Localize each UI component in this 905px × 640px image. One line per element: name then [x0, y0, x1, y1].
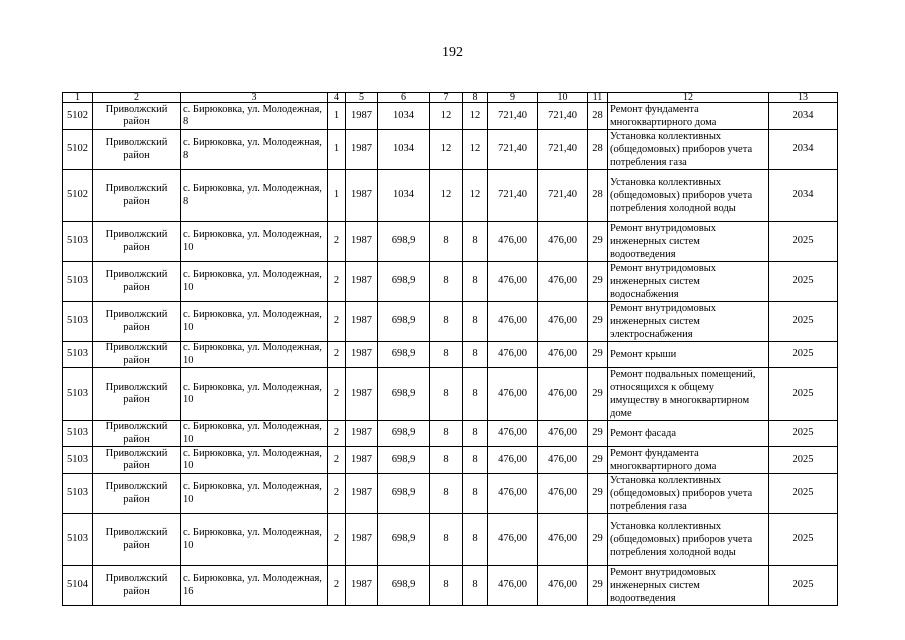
col8-cell: 8	[463, 474, 488, 514]
year-cell: 1987	[346, 447, 378, 474]
col7-cell: 12	[430, 170, 463, 222]
column-number: 9	[488, 93, 538, 103]
district-cell: Приволжский район	[93, 222, 181, 262]
table-row	[63, 368, 838, 421]
address-cell: с. Бирюковка, ул. Молодежная, 10	[181, 222, 328, 262]
district-cell: Приволжский район	[93, 170, 181, 222]
col8-cell: 12	[463, 130, 488, 170]
record-number-cell: 5104	[63, 566, 93, 606]
area-cell: 698,9	[378, 421, 430, 447]
planned-year-cell: 2034	[769, 130, 838, 170]
district-cell: Приволжский район	[93, 103, 181, 130]
year-cell: 1987	[346, 302, 378, 342]
planned-year-cell: 2025	[769, 262, 838, 302]
planned-year-cell: 2025	[769, 302, 838, 342]
year-cell: 1987	[346, 130, 378, 170]
col11-cell: 29	[588, 447, 608, 474]
col10-cell: 476,00	[538, 302, 588, 342]
planned-year-cell: 2025	[769, 514, 838, 566]
area-cell: 698,9	[378, 447, 430, 474]
record-number-cell: 5102	[63, 170, 93, 222]
year-cell: 1987	[346, 514, 378, 566]
work-type-cell: Установка коллективных (общедомовых) приборов учета потребления газа	[608, 130, 769, 170]
table-row	[63, 222, 838, 262]
column-number: 6	[378, 93, 430, 103]
work-type-cell: Ремонт крыши	[608, 342, 769, 368]
area-cell: 1034	[378, 170, 430, 222]
planned-year-cell: 2025	[769, 222, 838, 262]
col9-cell: 476,00	[488, 222, 538, 262]
col11-cell: 28	[588, 130, 608, 170]
address-cell: с. Бирюковка, ул. Молодежная, 10	[181, 342, 328, 368]
record-number-cell: 5103	[63, 421, 93, 447]
year-cell: 1987	[346, 170, 378, 222]
address-cell: с. Бирюковка, ул. Молодежная, 10	[181, 302, 328, 342]
col10-cell: 476,00	[538, 368, 588, 421]
year-cell: 1987	[346, 103, 378, 130]
col10-cell: 476,00	[538, 474, 588, 514]
column-number: 3	[181, 93, 328, 103]
district-cell: Приволжский район	[93, 514, 181, 566]
table-row	[63, 130, 838, 170]
table-row	[63, 103, 838, 130]
col11-cell: 28	[588, 170, 608, 222]
record-number-cell: 5103	[63, 514, 93, 566]
col9-cell: 476,00	[488, 302, 538, 342]
planned-year-cell: 2025	[769, 342, 838, 368]
address-cell: с. Бирюковка, ул. Молодежная, 10	[181, 474, 328, 514]
area-cell: 698,9	[378, 368, 430, 421]
col4-cell: 1	[328, 170, 346, 222]
column-number: 5	[346, 93, 378, 103]
work-type-cell: Ремонт внутридомовых инженерных систем водоотведения	[608, 566, 769, 606]
work-type-cell: Ремонт внутридомовых инженерных систем водоотведения	[608, 222, 769, 262]
planned-year-cell: 2025	[769, 368, 838, 421]
column-number: 10	[538, 93, 588, 103]
area-cell: 698,9	[378, 566, 430, 606]
col7-cell: 8	[430, 421, 463, 447]
col8-cell: 8	[463, 447, 488, 474]
col11-cell: 29	[588, 566, 608, 606]
col10-cell: 476,00	[538, 222, 588, 262]
work-type-cell: Ремонт фундамента многоквартирного дома	[608, 447, 769, 474]
district-cell: Приволжский район	[93, 474, 181, 514]
record-number-cell: 5103	[63, 342, 93, 368]
address-cell: с. Бирюковка, ул. Молодежная, 16	[181, 566, 328, 606]
col4-cell: 1	[328, 103, 346, 130]
col11-cell: 29	[588, 474, 608, 514]
col7-cell: 8	[430, 368, 463, 421]
col10-cell: 476,00	[538, 447, 588, 474]
work-type-cell: Ремонт фасада	[608, 421, 769, 447]
col8-cell: 8	[463, 421, 488, 447]
address-cell: с. Бирюковка, ул. Молодежная, 8	[181, 130, 328, 170]
year-cell: 1987	[346, 262, 378, 302]
col4-cell: 2	[328, 566, 346, 606]
col8-cell: 12	[463, 103, 488, 130]
col8-cell: 8	[463, 262, 488, 302]
col11-cell: 29	[588, 302, 608, 342]
record-number-cell: 5103	[63, 262, 93, 302]
col7-cell: 8	[430, 447, 463, 474]
table-row	[63, 342, 838, 368]
year-cell: 1987	[346, 474, 378, 514]
work-type-cell: Установка коллективных (общедомовых) приборов учета потребления холодной воды	[608, 514, 769, 566]
record-number-cell: 5103	[63, 222, 93, 262]
col4-cell: 2	[328, 368, 346, 421]
planned-year-cell: 2034	[769, 170, 838, 222]
work-type-cell: Установка коллективных (общедомовых) приборов учета потребления газа	[608, 474, 769, 514]
col9-cell: 476,00	[488, 474, 538, 514]
district-cell: Приволжский район	[93, 130, 181, 170]
column-number: 8	[463, 93, 488, 103]
col11-cell: 29	[588, 342, 608, 368]
column-number: 1	[63, 93, 93, 103]
record-number-cell: 5103	[63, 474, 93, 514]
col4-cell: 2	[328, 302, 346, 342]
address-cell: с. Бирюковка, ул. Молодежная, 10	[181, 514, 328, 566]
table-row	[63, 302, 838, 342]
planned-year-cell: 2025	[769, 421, 838, 447]
table-row	[63, 262, 838, 302]
col8-cell: 8	[463, 302, 488, 342]
col11-cell: 28	[588, 103, 608, 130]
col7-cell: 8	[430, 566, 463, 606]
col8-cell: 8	[463, 566, 488, 606]
area-cell: 698,9	[378, 342, 430, 368]
col8-cell: 8	[463, 368, 488, 421]
col4-cell: 2	[328, 342, 346, 368]
col10-cell: 476,00	[538, 514, 588, 566]
col11-cell: 29	[588, 514, 608, 566]
work-type-cell: Ремонт подвальных помещений, относящихся к общему имуществу в многоквартирном доме	[608, 368, 769, 421]
address-cell: с. Бирюковка, ул. Молодежная, 10	[181, 368, 328, 421]
area-cell: 698,9	[378, 222, 430, 262]
district-cell: Приволжский район	[93, 447, 181, 474]
area-cell: 698,9	[378, 514, 430, 566]
column-number: 11	[588, 93, 608, 103]
col11-cell: 29	[588, 368, 608, 421]
district-cell: Приволжский район	[93, 421, 181, 447]
col7-cell: 8	[430, 222, 463, 262]
column-number-row	[63, 93, 838, 103]
col11-cell: 29	[588, 222, 608, 262]
planned-year-cell: 2025	[769, 447, 838, 474]
col4-cell: 2	[328, 222, 346, 262]
col9-cell: 721,40	[488, 170, 538, 222]
column-number: 13	[769, 93, 838, 103]
col10-cell: 476,00	[538, 421, 588, 447]
address-cell: с. Бирюковка, ул. Молодежная, 10	[181, 421, 328, 447]
col9-cell: 476,00	[488, 566, 538, 606]
col10-cell: 476,00	[538, 262, 588, 302]
col7-cell: 8	[430, 474, 463, 514]
address-cell: с. Бирюковка, ул. Молодежная, 10	[181, 447, 328, 474]
address-cell: с. Бирюковка, ул. Молодежная, 8	[181, 170, 328, 222]
col9-cell: 721,40	[488, 103, 538, 130]
table-row	[63, 421, 838, 447]
record-number-cell: 5102	[63, 103, 93, 130]
col4-cell: 1	[328, 130, 346, 170]
area-cell: 698,9	[378, 262, 430, 302]
col7-cell: 8	[430, 302, 463, 342]
col7-cell: 8	[430, 514, 463, 566]
col10-cell: 721,40	[538, 130, 588, 170]
district-cell: Приволжский район	[93, 368, 181, 421]
col8-cell: 8	[463, 342, 488, 368]
col9-cell: 476,00	[488, 342, 538, 368]
work-type-cell: Ремонт фундамента многоквартирного дома	[608, 103, 769, 130]
planned-year-cell: 2034	[769, 103, 838, 130]
record-number-cell: 5103	[63, 368, 93, 421]
address-cell: с. Бирюковка, ул. Молодежная, 8	[181, 103, 328, 130]
record-number-cell: 5102	[63, 130, 93, 170]
col8-cell: 8	[463, 514, 488, 566]
col4-cell: 2	[328, 514, 346, 566]
col4-cell: 2	[328, 421, 346, 447]
address-cell: с. Бирюковка, ул. Молодежная, 10	[181, 262, 328, 302]
col8-cell: 12	[463, 170, 488, 222]
col9-cell: 476,00	[488, 447, 538, 474]
table-row	[63, 566, 838, 606]
page-number: 192	[442, 45, 463, 60]
district-cell: Приволжский район	[93, 342, 181, 368]
work-type-cell: Ремонт внутридомовых инженерных систем электроснабжения	[608, 302, 769, 342]
table-row	[63, 514, 838, 566]
column-number: 7	[430, 93, 463, 103]
col9-cell: 476,00	[488, 262, 538, 302]
col4-cell: 2	[328, 262, 346, 302]
area-cell: 1034	[378, 130, 430, 170]
planned-year-cell: 2025	[769, 566, 838, 606]
record-number-cell: 5103	[63, 302, 93, 342]
col10-cell: 476,00	[538, 342, 588, 368]
year-cell: 1987	[346, 222, 378, 262]
area-cell: 1034	[378, 103, 430, 130]
col8-cell: 8	[463, 222, 488, 262]
col9-cell: 721,40	[488, 130, 538, 170]
col9-cell: 476,00	[488, 421, 538, 447]
table-row	[63, 170, 838, 222]
table-row	[63, 447, 838, 474]
column-number: 2	[93, 93, 181, 103]
planned-year-cell: 2025	[769, 474, 838, 514]
col7-cell: 12	[430, 103, 463, 130]
col11-cell: 29	[588, 262, 608, 302]
col9-cell: 476,00	[488, 514, 538, 566]
district-cell: Приволжский район	[93, 566, 181, 606]
col4-cell: 2	[328, 474, 346, 514]
col11-cell: 29	[588, 421, 608, 447]
work-type-cell: Ремонт внутридомовых инженерных систем водоснабжения	[608, 262, 769, 302]
work-type-cell: Установка коллективных (общедомовых) приборов учета потребления холодной воды	[608, 170, 769, 222]
district-cell: Приволжский район	[93, 302, 181, 342]
year-cell: 1987	[346, 342, 378, 368]
area-cell: 698,9	[378, 302, 430, 342]
year-cell: 1987	[346, 566, 378, 606]
column-number: 4	[328, 93, 346, 103]
district-cell: Приволжский район	[93, 262, 181, 302]
col7-cell: 8	[430, 342, 463, 368]
record-number-cell: 5103	[63, 447, 93, 474]
area-cell: 698,9	[378, 474, 430, 514]
col7-cell: 12	[430, 130, 463, 170]
table-row	[63, 474, 838, 514]
col4-cell: 2	[328, 447, 346, 474]
col9-cell: 476,00	[488, 368, 538, 421]
col10-cell: 476,00	[538, 566, 588, 606]
col10-cell: 721,40	[538, 103, 588, 130]
column-number: 12	[608, 93, 769, 103]
col10-cell: 721,40	[538, 170, 588, 222]
col7-cell: 8	[430, 262, 463, 302]
year-cell: 1987	[346, 368, 378, 421]
housing-repair-table	[62, 92, 838, 606]
year-cell: 1987	[346, 421, 378, 447]
